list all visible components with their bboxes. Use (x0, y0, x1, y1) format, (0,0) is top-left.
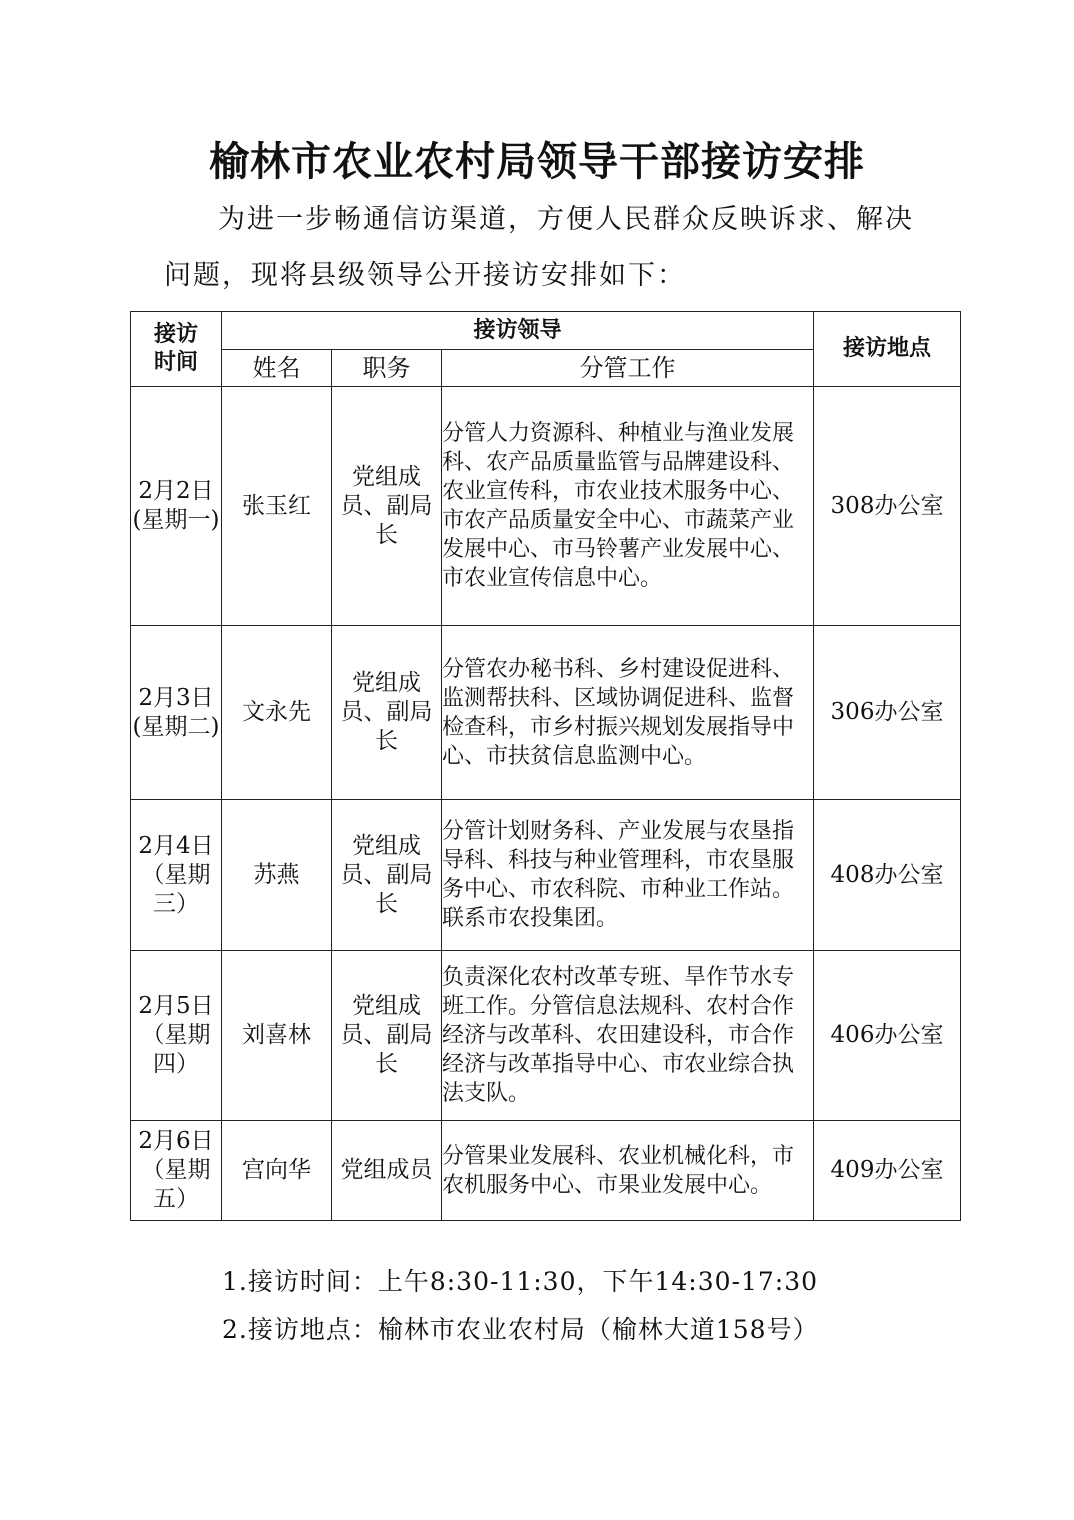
note-reception-time: 1.接访时间：上午8:30-11:30，下午14:30-17:30 (222, 1267, 819, 1296)
header-work: 分管工作 (442, 350, 814, 387)
table-row (131, 800, 961, 951)
date-cell: 2月4日（星期三） (131, 800, 222, 951)
work-cell: 分管果业发展科、农业机械化科，市农机服务中心、市果业发展中心。 (442, 1121, 814, 1221)
schedule-table (130, 311, 961, 1221)
header-location: 接访地点 (814, 312, 961, 387)
location-cell: 306办公室 (814, 626, 961, 800)
table-row (131, 387, 961, 626)
date-cell: 2月3日(星期二) (131, 626, 222, 800)
name-cell: 刘喜林 (222, 951, 332, 1121)
header-time: 接访时间 (131, 312, 222, 387)
location-cell: 408办公室 (814, 800, 961, 951)
intro-paragraph: 为进一步畅通信访渠道，方便人民群众反映诉求、解决问题，现将县级领导公开接访安排如下： (164, 204, 914, 291)
name-cell: 张玉红 (222, 387, 332, 626)
position-cell: 党组成员、副局长 (332, 387, 442, 626)
date-cell: 2月5日（星期四） (131, 951, 222, 1121)
location-cell: 409办公室 (814, 1121, 961, 1221)
location-cell: 406办公室 (814, 951, 961, 1121)
page-title: 榆林市农业农村局领导干部接访安排 (209, 139, 865, 185)
date-cell: 2月2日(星期一) (131, 387, 222, 626)
location-cell: 308办公室 (814, 387, 961, 626)
work-cell: 分管农办秘书科、乡村建设促进科、监测帮扶科、区域协调促进科、监督检查科，市乡村振兴规划发展指导中心、市扶贫信息监测中心。 (442, 626, 814, 800)
table-row (131, 626, 961, 800)
position-cell: 党组成员、副局长 (332, 800, 442, 951)
work-cell: 负责深化农村改革专班、旱作节水专班工作。分管信息法规科、农村合作经济与改革科、农田建设科，市合作经济与改革指导中心、市农业综合执法支队。 (442, 951, 814, 1121)
note-reception-location: 2.接访地点：榆林市农业农村局（榆林大道158号） (222, 1315, 819, 1344)
position-cell: 党组成员 (332, 1121, 442, 1221)
name-cell: 苏燕 (222, 800, 332, 951)
position-cell: 党组成员、副局长 (332, 951, 442, 1121)
name-cell: 宫向华 (222, 1121, 332, 1221)
header-position: 职务 (332, 350, 442, 387)
name-cell: 文永先 (222, 626, 332, 800)
work-cell: 分管人力资源科、种植业与渔业发展科、农产品质量监管与品牌建设科、农业宣传科，市农业技术服务中心、市农产品质量安全中心、市蔬菜产业发展中心、市马铃薯产业发展中心、市农业宣传信息中心。 (442, 387, 814, 626)
table-row (131, 951, 961, 1121)
header-name: 姓名 (222, 350, 332, 387)
table-row (131, 1121, 961, 1221)
position-cell: 党组成员、副局长 (332, 626, 442, 800)
work-cell: 分管计划财务科、产业发展与农垦指导科、科技与种业管理科，市农垦服务中心、市农科院、市种业工作站。联系市农投集团。 (442, 800, 814, 951)
header-leader-group: 接访领导 (222, 312, 814, 350)
date-cell: 2月6日（星期五） (131, 1121, 222, 1221)
